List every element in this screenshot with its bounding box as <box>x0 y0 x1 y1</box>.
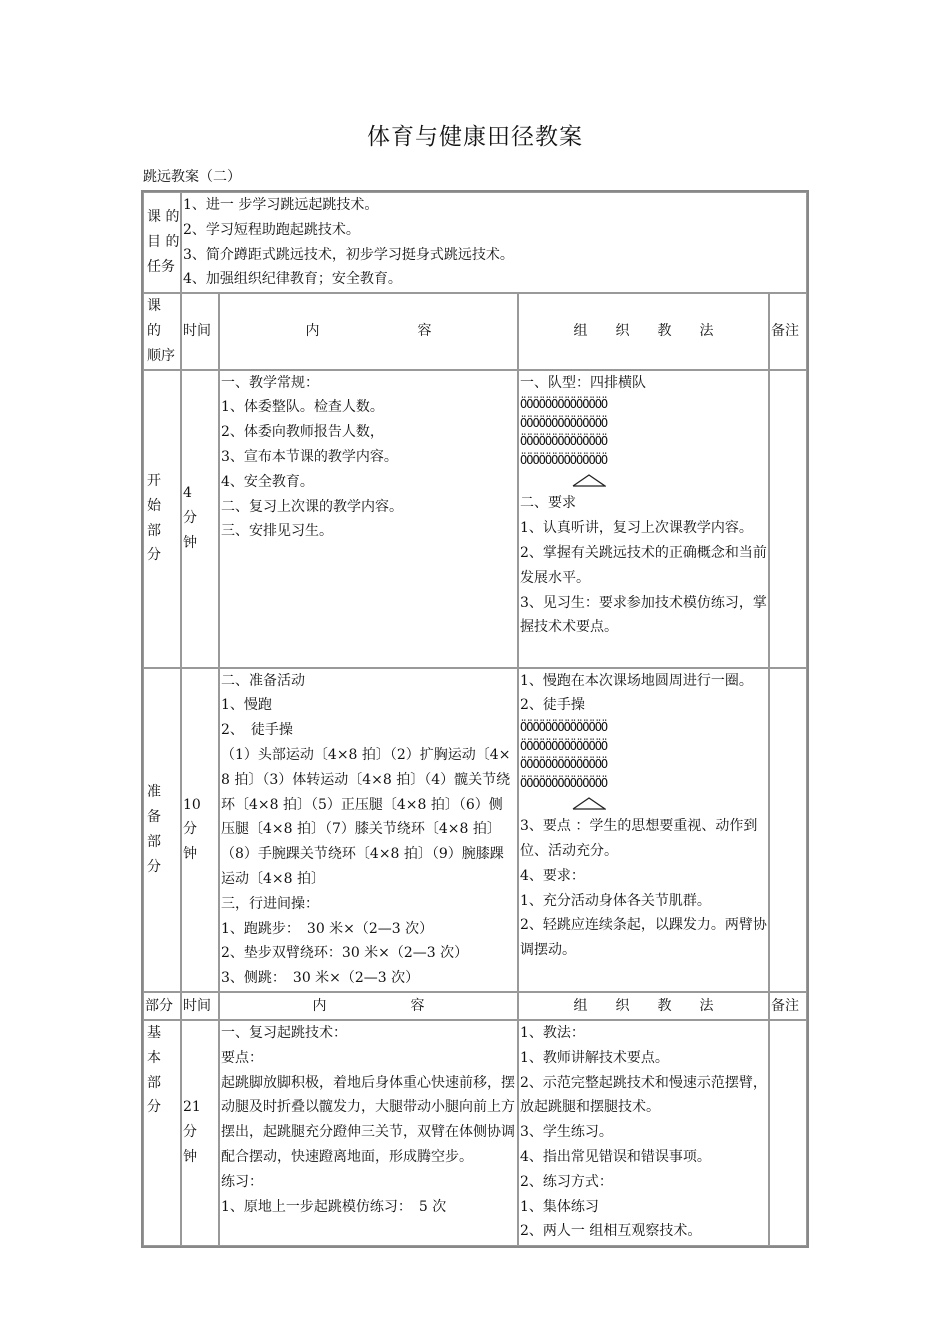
part-header: 部分 <box>143 992 181 1020</box>
formation-diagram: ÖÖÖÖÖÖÖÖÖÖÖÖÖÖ ÖÖÖÖÖÖÖÖÖÖÖÖÖÖ ÖÖÖÖÖÖÖÖÖÖÖÖÖÖ ÖÖÖÖÖÖÖÖÖÖÖÖÖÖ <box>520 397 608 467</box>
prep-section-label: 准 备 部 分 <box>143 668 181 992</box>
basic-section-method: 1、教法： 1、教师讲解技术要点。 2、示范完整起跳技术和慢速示范摆臂，放起跳腿和摆腿技术。 3、学生练习。 4、指出常见错误和错误事项。 2、练习方式： 1、集体练习 2、两人一 组相互观察技术。 <box>518 1020 769 1246</box>
basic-section-notes <box>769 1020 807 1246</box>
start-section-method: 一、队型：四排横队 ÖÖÖÖÖÖÖÖÖÖÖÖÖÖ ÖÖÖÖÖÖÖÖÖÖÖÖÖÖ ÖÖÖÖÖÖÖÖÖÖÖÖÖÖ ÖÖÖÖÖÖÖÖÖÖÖÖÖÖ 二、要求 1、认真听讲，复习上次课教学内容。 2、掌握有关跳远技术的正确概念和当前发展水平。 3、见习生：要求参加技术模仿练习，掌握技术术要点。 <box>518 370 769 668</box>
formation-diagram: ÖÖÖÖÖÖÖÖÖÖÖÖÖÖ ÖÖÖÖÖÖÖÖÖÖÖÖÖÖ ÖÖÖÖÖÖÖÖÖÖÖÖÖÖ ÖÖÖÖÖÖÖÖÖÖÖÖÖÖ <box>520 720 608 790</box>
list-item: 1、进一 步学习跳远起跳技术。 <box>183 197 379 213</box>
content-header: 内 容 <box>219 992 518 1020</box>
objectives-label: 课 的 目 的 任务 <box>143 192 181 293</box>
prep-section-method: 1、慢跑在本次课场地圆周进行一圈。 2、徒手操 ÖÖÖÖÖÖÖÖÖÖÖÖÖÖ ÖÖÖÖÖÖÖÖÖÖÖÖÖÖ ÖÖÖÖÖÖÖÖÖÖÖÖÖÖ ÖÖÖÖÖÖÖÖÖÖÖÖÖÖ 3、要点 ：学生的思想要重视、动作到位、活动充分。 4、要求： 1、充分活动身体各关节肌群。 2、轻跳应连续条起，以踝发力。两臂协调摆动。 <box>518 668 769 992</box>
time-header: 时间 <box>181 293 219 369</box>
time-header: 时间 <box>181 992 219 1020</box>
notes-header: 备注 <box>769 992 807 1020</box>
lesson-subtitle: 跳远教案（二） <box>143 169 241 185</box>
prep-section-row <box>143 668 807 992</box>
notes-header: 备注 <box>769 293 807 369</box>
teacher-triangle-icon <box>572 796 606 810</box>
objectives-list <box>181 192 807 293</box>
content-header: 内 容 <box>219 293 518 369</box>
list-item: 2、学习短程助跑起跳技术。 <box>183 221 360 238</box>
basic-section-row <box>143 1020 807 1246</box>
objectives-row <box>143 192 807 293</box>
order-header: 课 的 顺序 <box>143 293 181 369</box>
header-row-1 <box>143 293 807 369</box>
start-section-row <box>143 370 807 668</box>
start-section-label: 开 始 部 分 <box>143 370 181 668</box>
header-row-2 <box>143 992 807 1020</box>
page-title: 体育与健康田径教案 <box>367 124 583 150</box>
lesson-plan-table <box>141 190 809 1248</box>
prep-section-notes <box>769 668 807 992</box>
method-header: 组 织 教 法 <box>518 293 769 369</box>
prep-section-content: 二、准备活动 1、慢跑 2、 徒手操 （1）头部运动〔4×8 拍〕（2）扩胸运动〔4×8 拍〕（3）体转运动〔4×8 拍〕（4）髋关节绕环〔4×8 拍〕（5）正压腿〔4×8 拍〕（6）侧压腿〔4×8 拍〕（7）膝关节绕环〔4×8 拍〕（8）手腕踝关节绕环〔4×8 拍〕（9）腕膝踝运动〔4×8 拍〕 三，行进间操： 1、跑跳步： 30 米×（2—3 次） 2、垫步双臂绕环：30 米×（2—3 次） 3、侧跳： 30 米×（2—3 次） <box>219 668 518 992</box>
start-section-time: 4 分 钟 <box>181 370 219 668</box>
basic-section-time: 21 分 钟 <box>181 1020 219 1246</box>
start-section-content: 一、教学常规： 1、体委整队。检查人数。 2、体委向教师报告人数， 3、宣布本节课的教学内容。 4、安全教育。 二、复习上次课的教学内容。 三、安排见习生。 <box>219 370 518 668</box>
method-header: 组 织 教 法 <box>518 992 769 1020</box>
basic-section-label: 基 本 部 分 <box>143 1020 181 1246</box>
prep-section-time: 10 分 钟 <box>181 668 219 992</box>
basic-section-content: 一、复习起跳技术： 要点： 起跳脚放脚积极，着地后身体重心快速前移，摆动腿及时折叠以髋发力，大腿带动小腿向前上方摆出，起跳腿充分蹬伸三关节，双臂在体侧协调配合摆动，快速蹬离地面，形成腾空步。 练习： 1、原地上一步起跳模仿练习： 5 次 <box>219 1020 518 1246</box>
list-item: 3、简介蹲距式跳远技术，初步学习挺身式跳远技术。 <box>183 246 514 263</box>
list-item: 4、加强组织纪律教育；安全教育。 <box>183 271 402 288</box>
teacher-triangle-icon <box>572 473 606 487</box>
start-section-notes <box>769 370 807 668</box>
